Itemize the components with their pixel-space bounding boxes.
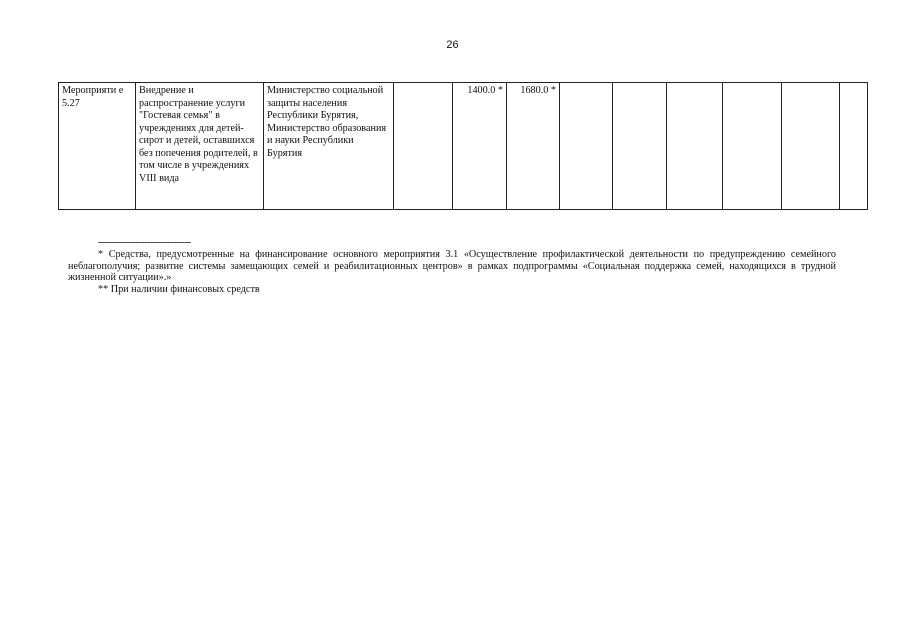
table-cell: [782, 83, 840, 210]
footnote-2: ** При наличии финансовых средств: [98, 284, 260, 296]
table-cell-amount: 1680.0 *: [507, 83, 560, 210]
table-cell-amount: 1400.0 *: [453, 83, 507, 210]
footnote-1: * Средства, предусмотренные на финансирование основного мероприятия 3.1 «Осуществление профилактической деятельности по предупреждению семейного неблагополучия; развитие системы замещающих семей и реабилитационных центров» в рамках подпрограммы «Социальная поддержка семей, находящихся в трудной жизненной ситуации».»: [68, 248, 836, 284]
table-cell: [667, 83, 723, 210]
table-cell-event-name: Внедрение и распространение услуги "Гостевая семья" в учреждениях для детей-сирот и детей, оставшихся без попечения родителей, в том числе в учреждениях VIII вида: [136, 83, 264, 210]
program-table: [58, 82, 868, 210]
table-cell-responsible: Министерство социальной защиты населения Республики Бурятия, Министерство образования и науки Республики Бурятия: [264, 83, 394, 210]
table-cell-event-number: Мероприяти е 5.27: [59, 83, 136, 210]
table-row: [59, 83, 868, 210]
table-cell: [560, 83, 613, 210]
footnotes: [68, 237, 836, 296]
footnote-separator: --------------------------------: [98, 237, 191, 248]
table-cell: [394, 83, 453, 210]
table-cell: [840, 83, 868, 210]
table-cell: [723, 83, 782, 210]
table-cell: [613, 83, 667, 210]
page-number: 26: [446, 39, 459, 51]
